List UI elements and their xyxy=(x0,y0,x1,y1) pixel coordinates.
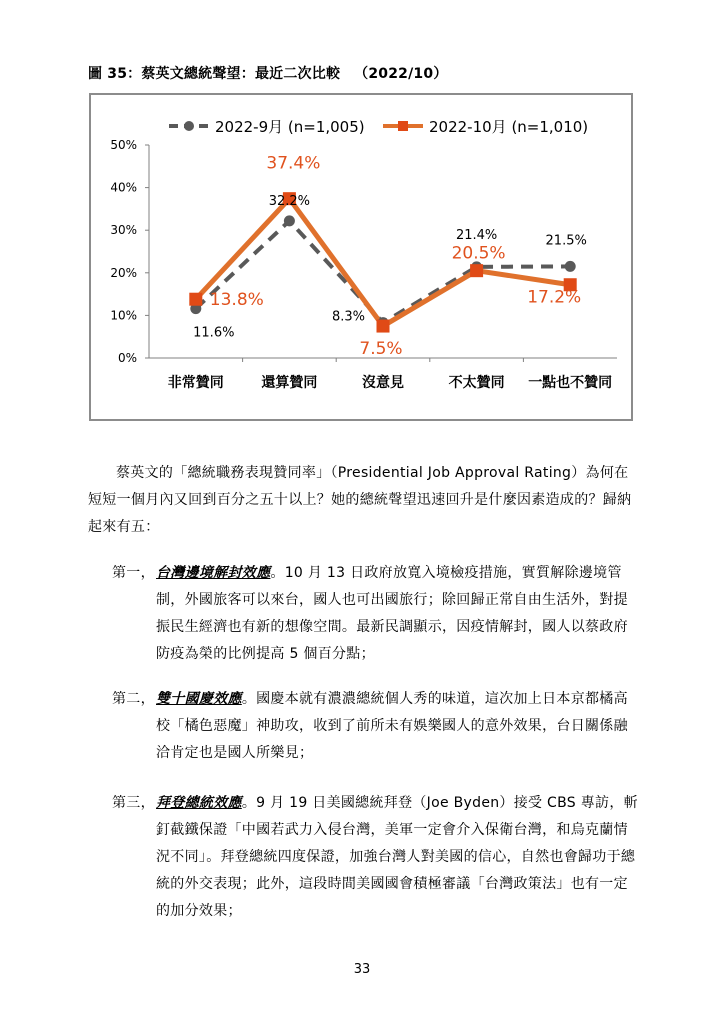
intro-paragraph xyxy=(88,460,640,541)
x-tick-label: 一點也不贊同 xyxy=(528,375,613,391)
y-tick-label: 10% xyxy=(110,308,137,323)
item-text: 。9 月 19 日美國總統拜登（Joe Byden）接受 CBS 專訪，斬釘截鐵保證「中國若武力入侵台灣，美軍一定會介入保衛台灣，和烏克蘭情況不同」。拜登總統四度保證，加強台灣人對美國的信心，自然也會歸功于總統的外交表現；此外，這段時間美國國會積極審議「台灣政策法」也有一定的加分效果； xyxy=(156,795,638,919)
data-point xyxy=(565,261,576,272)
figure-date: （2022/10） xyxy=(354,66,448,82)
figure-label: 圖 35：蔡英文總統聲望：最近二次比較 xyxy=(88,66,341,82)
data-label: 7.5% xyxy=(359,339,403,360)
list-item xyxy=(112,790,640,925)
y-tick-label: 0% xyxy=(117,351,137,365)
item-title: 拜登總統效應 xyxy=(156,795,242,811)
data-label: 21.5% xyxy=(545,233,587,249)
intro-text: 蔡英文的「總統職務表現贊同率」（Presidential Job Approval Rating）為何在短短一個月內又回到百分之五十以上？她的總統聲望迅速回升是什麼因素造成的？歸納起來有五： xyxy=(88,465,632,535)
data-label: 11.6% xyxy=(193,325,235,341)
x-tick-label: 非常贊同 xyxy=(167,375,224,391)
y-tick-label: 50% xyxy=(110,138,137,152)
data-label: 21.4% xyxy=(455,227,498,243)
figure-title xyxy=(88,63,448,83)
approval-line-chart xyxy=(91,95,631,419)
data-point xyxy=(284,215,295,226)
data-label: 32.2% xyxy=(268,193,311,209)
data-point xyxy=(377,320,390,333)
item-text: 。10 月 13 日政府放寬入境檢疫措施，實質解除邊境管制，外國旅客可以來台，國人也可出國旅行；除回歸正常自由生活外，對提振民生經濟也有新的想像空間。最新民調顯示，因疫情解封，國人以蔡政府防疫為榮的比例提高 5 個百分點； xyxy=(156,565,628,662)
legend-label: 2022-10月 (n=1,010) xyxy=(429,118,589,136)
x-tick-label: 不太贊同 xyxy=(448,375,505,391)
x-tick-label: 沒意見 xyxy=(362,375,404,391)
legend-marker xyxy=(398,121,408,131)
item-lead: 第一， xyxy=(112,565,155,581)
data-point xyxy=(470,264,483,277)
x-tick-label: 還算贊同 xyxy=(261,375,318,391)
data-label: 17.2% xyxy=(527,287,582,308)
item-text: 。國慶本就有濃濃總統個人秀的味道，這次加上日本京都橘高校「橘色惡魔」神助攻，收到了前所未有娛樂國人的意外效果，台日關係融洽肯定也是國人所樂見； xyxy=(156,691,628,761)
data-label: 8.3% xyxy=(331,309,365,325)
data-label: 13.8% xyxy=(209,290,264,311)
data-label: 37.4% xyxy=(266,153,321,174)
page-number: 33 xyxy=(353,962,371,977)
list-item xyxy=(112,560,640,668)
data-point xyxy=(189,293,202,306)
chart-frame xyxy=(89,93,633,421)
legend-label: 2022-9月 (n=1,005) xyxy=(215,118,365,136)
item-title: 台灣邊境解封效應 xyxy=(156,565,271,581)
y-tick-label: 20% xyxy=(110,265,137,280)
list-item xyxy=(112,686,640,767)
item-title: 雙十國慶效應 xyxy=(156,691,242,707)
item-lead: 第三， xyxy=(112,795,155,811)
legend-marker xyxy=(184,121,194,131)
y-tick-label: 30% xyxy=(110,223,137,238)
data-label: 20.5% xyxy=(451,243,506,264)
y-tick-label: 40% xyxy=(110,180,137,195)
item-lead: 第二， xyxy=(112,691,155,707)
